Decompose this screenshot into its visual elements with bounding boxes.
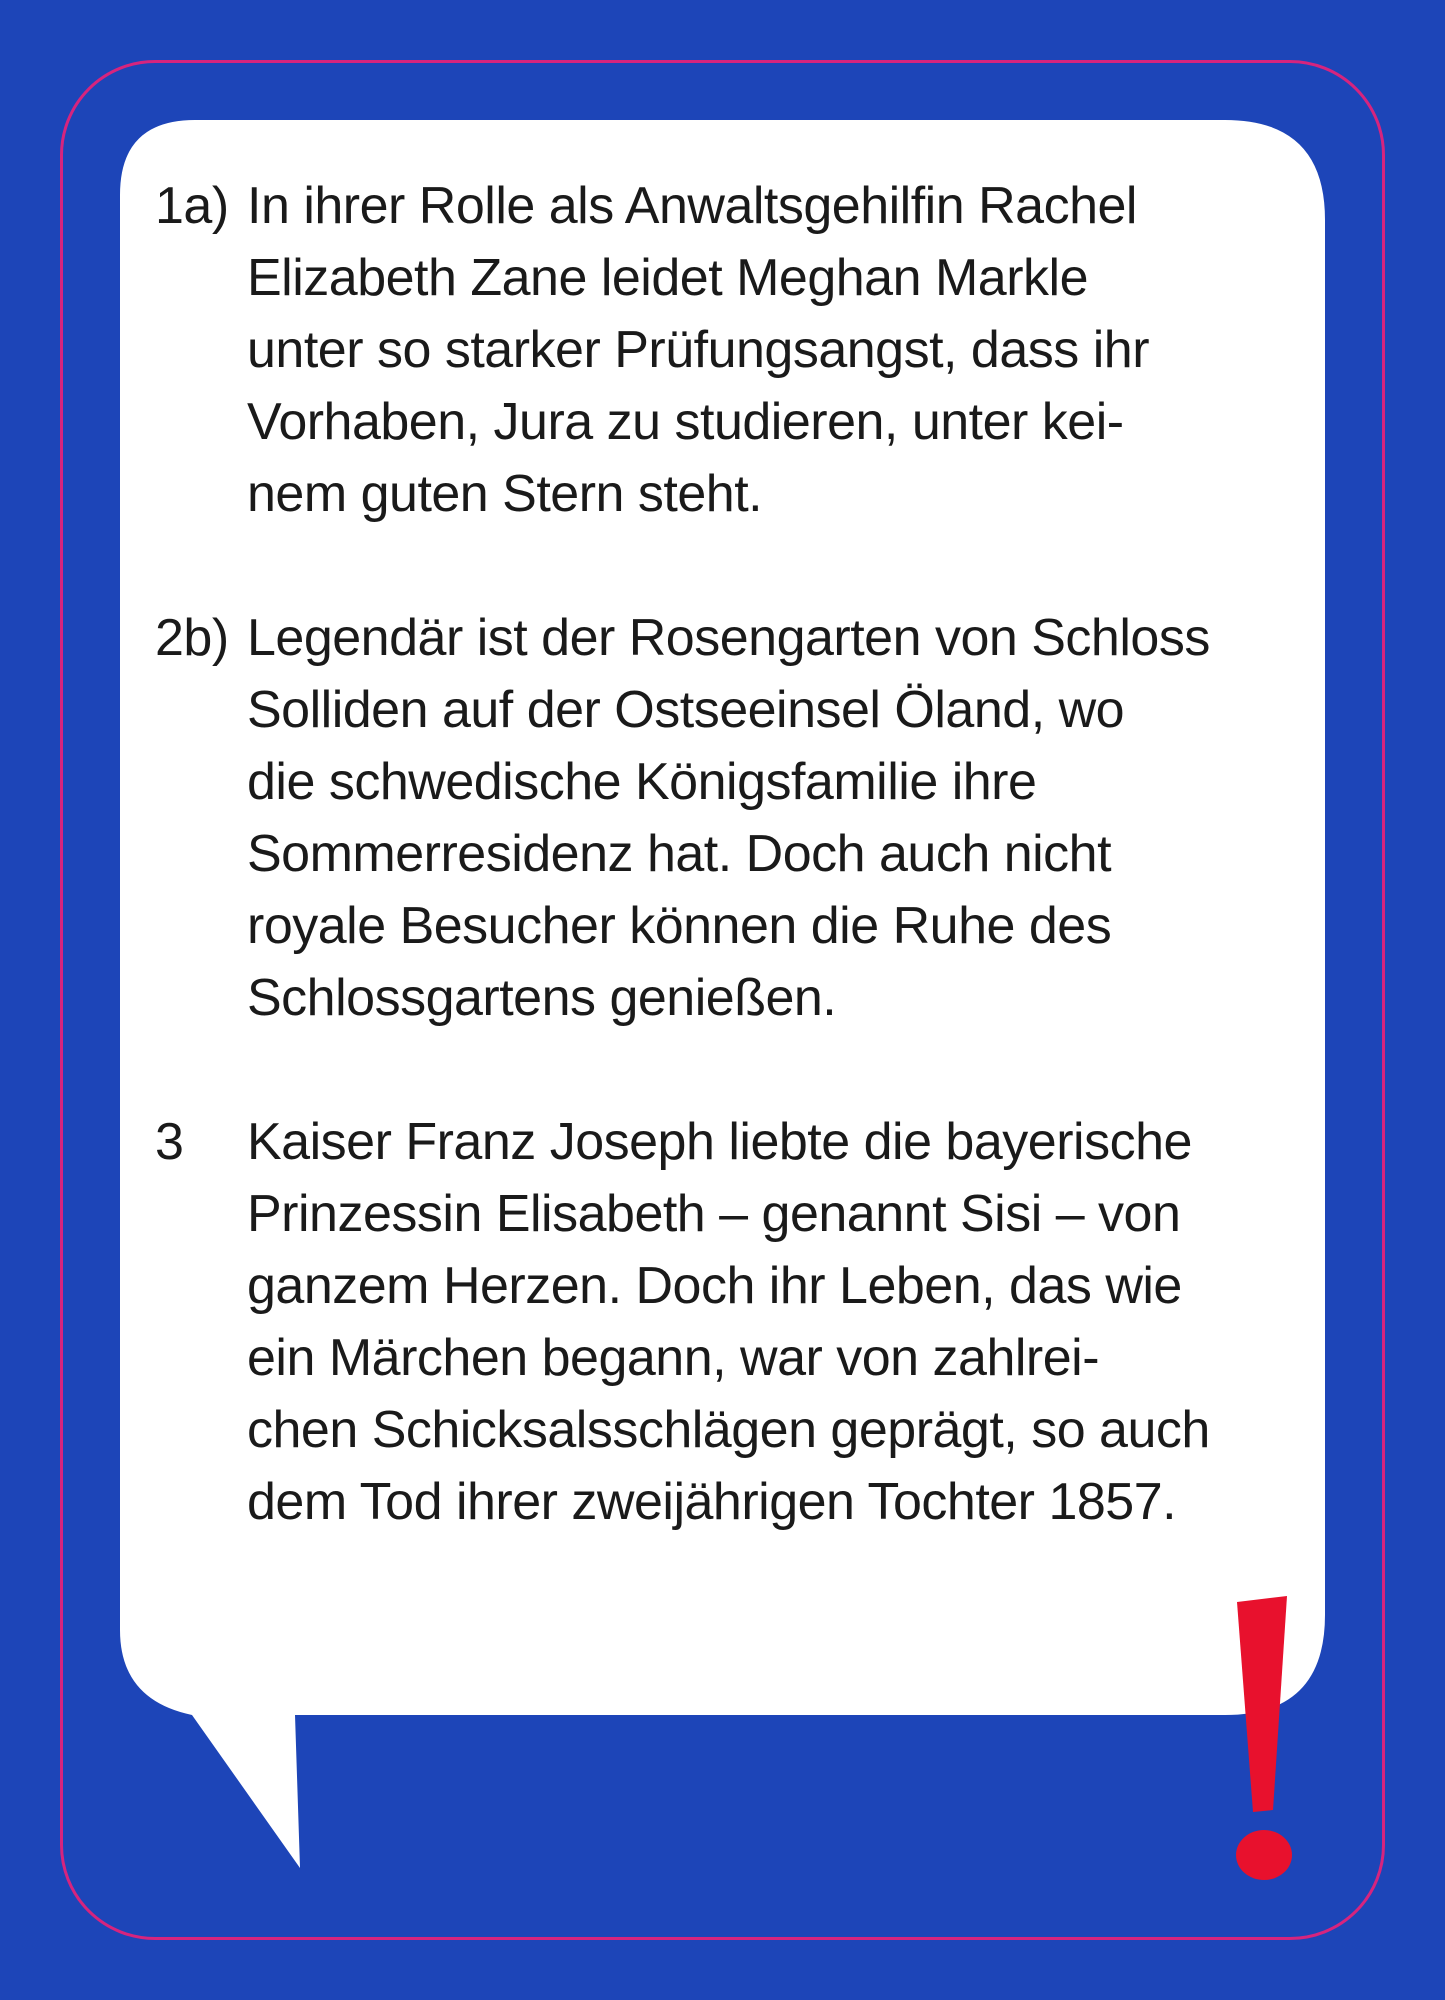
question-number: 3 xyxy=(155,1113,184,1171)
question-line: die schwedische Königsfamilie ihre xyxy=(247,753,1037,811)
exclamation-mark-icon xyxy=(1236,1596,1292,1880)
question-line: Vorhaben, Jura zu studieren, unter kei- xyxy=(247,393,1124,451)
question-line: chen Schicksalsschlägen geprägt, so auch xyxy=(247,1401,1210,1459)
question-line: Kaiser Franz Joseph liebte die bayerische xyxy=(247,1113,1192,1171)
question-line: nem guten Stern steht. xyxy=(247,465,763,523)
questions-list xyxy=(150,170,1300,1538)
question-number: 1a) xyxy=(155,177,229,235)
question-item-1a xyxy=(150,170,1300,530)
question-number: 2b) xyxy=(155,609,229,667)
question-line: royale Besucher können die Ruhe des xyxy=(247,897,1112,955)
question-line: Sommerresidenz hat. Doch auch nicht xyxy=(247,825,1112,883)
question-line: Schlossgartens genießen. xyxy=(247,969,837,1027)
exclamation-dot xyxy=(1236,1830,1292,1880)
question-line: Prinzessin Elisabeth – genannt Sisi – von xyxy=(247,1185,1181,1243)
question-line: In ihrer Rolle als Anwaltsgehilfin Rachel xyxy=(247,177,1137,235)
question-item-3 xyxy=(150,1106,1300,1538)
question-line: Elizabeth Zane leidet Meghan Markle xyxy=(247,249,1088,307)
question-line: Legendär ist der Rosengarten von Schloss xyxy=(247,609,1210,667)
question-line: unter so starker Prüfungsangst, dass ihr xyxy=(247,321,1150,379)
question-line: ganzem Herzen. Doch ihr Leben, das wie xyxy=(247,1257,1182,1315)
question-line: Solliden auf der Ostseeinsel Öland, wo xyxy=(247,681,1125,739)
question-line: dem Tod ihrer zweijährigen Tochter 1857. xyxy=(247,1473,1177,1531)
question-item-2b xyxy=(150,602,1300,1034)
question-line: ein Märchen begann, war von zahlrei- xyxy=(247,1329,1100,1387)
